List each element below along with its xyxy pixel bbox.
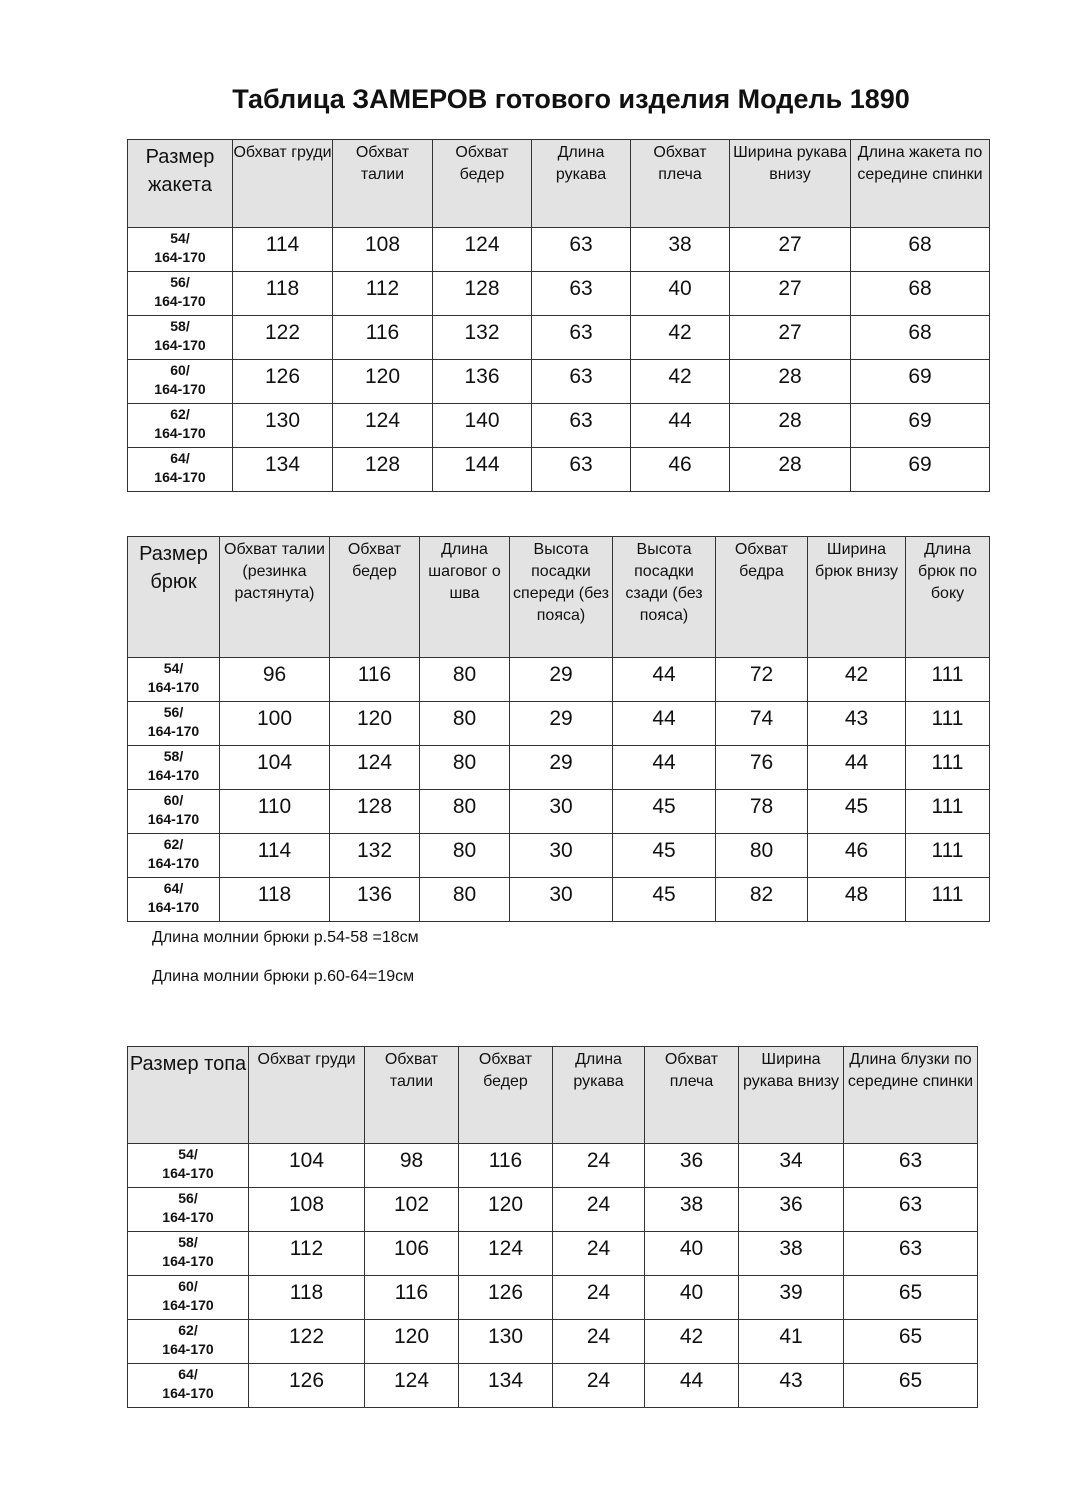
column-header: Обхват талии [333, 140, 433, 228]
value-cell: 144 [433, 448, 532, 492]
value-cell: 24 [553, 1144, 645, 1188]
column-header: Обхват груди [233, 140, 333, 228]
column-header: Обхват талии [365, 1047, 459, 1144]
value-cell: 112 [249, 1232, 365, 1276]
value-cell: 111 [906, 790, 990, 834]
value-cell: 78 [716, 790, 808, 834]
value-cell: 124 [433, 228, 532, 272]
table-row [128, 1188, 978, 1232]
value-cell: 122 [249, 1320, 365, 1364]
column-header: Размер брюк [128, 537, 220, 658]
size-label: 62/ [170, 406, 190, 422]
size-label: 164-170 [147, 767, 200, 783]
value-cell: 42 [631, 316, 730, 360]
value-cell: 108 [249, 1188, 365, 1232]
value-cell: 63 [532, 228, 631, 272]
value-cell: 27 [730, 272, 851, 316]
value-cell: 132 [433, 316, 532, 360]
value-cell: 45 [808, 790, 906, 834]
size-cell [128, 790, 220, 834]
value-cell: 130 [233, 404, 333, 448]
size-label: 62/ [178, 1322, 198, 1338]
jacket-measurements-table [127, 139, 990, 492]
value-cell: 24 [553, 1320, 645, 1364]
column-header: Длина шаговог о шва [420, 537, 510, 658]
column-header: Размер топа [128, 1047, 249, 1144]
value-cell: 80 [420, 834, 510, 878]
page-title: Таблица ЗАМЕРОВ готового изделия Модель 1890 [232, 84, 910, 114]
size-cell [128, 1188, 249, 1232]
value-cell: 29 [510, 746, 613, 790]
table-row [128, 404, 990, 448]
value-cell: 44 [613, 702, 716, 746]
value-cell: 48 [808, 878, 906, 922]
value-cell: 45 [613, 878, 716, 922]
value-cell: 120 [330, 702, 420, 746]
size-cell [128, 658, 220, 702]
value-cell: 45 [613, 790, 716, 834]
header-row [128, 140, 990, 228]
value-cell: 126 [249, 1364, 365, 1408]
value-cell: 68 [851, 228, 990, 272]
value-cell: 98 [365, 1144, 459, 1188]
table-row [128, 1320, 978, 1364]
size-label: 164-170 [147, 899, 200, 915]
column-header: Длина рукава [553, 1047, 645, 1144]
value-cell: 100 [220, 702, 330, 746]
value-cell: 63 [532, 272, 631, 316]
column-header: Ширина брюк внизу [808, 537, 906, 658]
size-label: 58/ [170, 318, 190, 334]
value-cell: 124 [459, 1232, 553, 1276]
size-cell [128, 1320, 249, 1364]
value-cell: 104 [249, 1144, 365, 1188]
size-label: 164-170 [162, 1341, 214, 1357]
value-cell: 116 [459, 1144, 553, 1188]
value-cell: 63 [844, 1144, 978, 1188]
size-label: 164-170 [147, 723, 200, 739]
value-cell: 63 [532, 316, 631, 360]
value-cell: 114 [220, 834, 330, 878]
zipper-note-1: Длина молнии брюки р.54-58 =18см [152, 929, 419, 946]
size-cell [128, 272, 233, 316]
top-measurements-table [127, 1046, 978, 1408]
value-cell: 65 [844, 1276, 978, 1320]
value-cell: 44 [631, 404, 730, 448]
size-label: 62/ [163, 836, 184, 852]
size-label: 164-170 [147, 811, 200, 827]
value-cell: 34 [739, 1144, 844, 1188]
table-row [128, 746, 990, 790]
size-label: 60/ [163, 792, 184, 808]
value-cell: 128 [330, 790, 420, 834]
size-label: 54/ [178, 1146, 198, 1162]
column-header: Высота посадки спереди (без пояса) [510, 537, 613, 658]
value-cell: 126 [459, 1276, 553, 1320]
size-label: 164-170 [154, 293, 206, 309]
value-cell: 41 [739, 1320, 844, 1364]
table-row [128, 360, 990, 404]
value-cell: 43 [739, 1364, 844, 1408]
size-cell [128, 1276, 249, 1320]
size-cell [128, 702, 220, 746]
value-cell: 44 [613, 658, 716, 702]
size-label: 164-170 [147, 679, 200, 695]
value-cell: 24 [553, 1188, 645, 1232]
column-header: Обхват бедер [433, 140, 532, 228]
value-cell: 111 [906, 834, 990, 878]
value-cell: 134 [233, 448, 333, 492]
value-cell: 126 [233, 360, 333, 404]
value-cell: 39 [739, 1276, 844, 1320]
value-cell: 27 [730, 316, 851, 360]
table-row [128, 1276, 978, 1320]
value-cell: 69 [851, 360, 990, 404]
value-cell: 46 [631, 448, 730, 492]
value-cell: 104 [220, 746, 330, 790]
column-header: Обхват бедер [330, 537, 420, 658]
column-header: Длина жакета по середине спинки [851, 140, 990, 228]
value-cell: 134 [459, 1364, 553, 1408]
value-cell: 82 [716, 878, 808, 922]
value-cell: 128 [433, 272, 532, 316]
value-cell: 136 [433, 360, 532, 404]
value-cell: 116 [365, 1276, 459, 1320]
value-cell: 42 [645, 1320, 739, 1364]
value-cell: 118 [249, 1276, 365, 1320]
value-cell: 116 [330, 658, 420, 702]
value-cell: 80 [716, 834, 808, 878]
column-header: Ширина рукава внизу [739, 1047, 844, 1144]
value-cell: 38 [739, 1232, 844, 1276]
value-cell: 111 [906, 746, 990, 790]
table-row [128, 702, 990, 746]
size-label: 64/ [163, 880, 184, 896]
value-cell: 45 [613, 834, 716, 878]
size-label: 164-170 [162, 1209, 214, 1225]
value-cell: 65 [844, 1320, 978, 1364]
value-cell: 63 [532, 404, 631, 448]
value-cell: 29 [510, 702, 613, 746]
size-cell [128, 878, 220, 922]
value-cell: 80 [420, 790, 510, 834]
value-cell: 27 [730, 228, 851, 272]
value-cell: 65 [844, 1364, 978, 1408]
value-cell: 69 [851, 404, 990, 448]
value-cell: 28 [730, 360, 851, 404]
value-cell: 110 [220, 790, 330, 834]
value-cell: 111 [906, 878, 990, 922]
value-cell: 46 [808, 834, 906, 878]
size-cell [128, 834, 220, 878]
size-label: 164-170 [154, 425, 206, 441]
size-cell [128, 228, 233, 272]
size-cell [128, 360, 233, 404]
column-header: Обхват плеча [645, 1047, 739, 1144]
value-cell: 128 [333, 448, 433, 492]
value-cell: 36 [645, 1144, 739, 1188]
size-label: 58/ [163, 748, 184, 764]
value-cell: 30 [510, 834, 613, 878]
column-header: Обхват груди [249, 1047, 365, 1144]
value-cell: 124 [365, 1364, 459, 1408]
value-cell: 68 [851, 272, 990, 316]
table-row [128, 834, 990, 878]
size-label: 64/ [178, 1366, 198, 1382]
value-cell: 29 [510, 658, 613, 702]
value-cell: 118 [220, 878, 330, 922]
value-cell: 80 [420, 878, 510, 922]
column-header: Длина блузки по середине спинки [844, 1047, 978, 1144]
value-cell: 44 [645, 1364, 739, 1408]
value-cell: 112 [333, 272, 433, 316]
value-cell: 44 [613, 746, 716, 790]
column-header: Длина брюк по боку [906, 537, 990, 658]
size-label: 64/ [170, 450, 190, 466]
value-cell: 132 [330, 834, 420, 878]
header-row [128, 537, 990, 658]
value-cell: 108 [333, 228, 433, 272]
value-cell: 106 [365, 1232, 459, 1276]
table-row [128, 1144, 978, 1188]
value-cell: 114 [233, 228, 333, 272]
value-cell: 111 [906, 658, 990, 702]
value-cell: 102 [365, 1188, 459, 1232]
size-label: 164-170 [162, 1165, 214, 1181]
size-label: 56/ [163, 704, 184, 720]
value-cell: 80 [420, 658, 510, 702]
size-cell [128, 316, 233, 360]
value-cell: 120 [333, 360, 433, 404]
size-cell [128, 404, 233, 448]
size-label: 164-170 [162, 1385, 214, 1401]
column-header: Высота посадки сзади (без пояса) [613, 537, 716, 658]
value-cell: 118 [233, 272, 333, 316]
value-cell: 116 [333, 316, 433, 360]
value-cell: 30 [510, 790, 613, 834]
size-label: 164-170 [147, 855, 200, 871]
size-label: 54/ [163, 660, 184, 676]
column-header: Ширина рукава внизу [730, 140, 851, 228]
table-row [128, 1232, 978, 1276]
value-cell: 24 [553, 1364, 645, 1408]
size-label: 60/ [170, 362, 190, 378]
table-row [128, 878, 990, 922]
value-cell: 69 [851, 448, 990, 492]
value-cell: 63 [844, 1232, 978, 1276]
value-cell: 124 [330, 746, 420, 790]
value-cell: 40 [645, 1276, 739, 1320]
value-cell: 40 [645, 1232, 739, 1276]
value-cell: 36 [739, 1188, 844, 1232]
column-header: Длина рукава [532, 140, 631, 228]
value-cell: 111 [906, 702, 990, 746]
value-cell: 124 [333, 404, 433, 448]
value-cell: 63 [844, 1188, 978, 1232]
column-header: Обхват бедра [716, 537, 808, 658]
value-cell: 96 [220, 658, 330, 702]
column-header: Обхват плеча [631, 140, 730, 228]
value-cell: 122 [233, 316, 333, 360]
size-cell [128, 746, 220, 790]
value-cell: 140 [433, 404, 532, 448]
size-label: 60/ [178, 1278, 198, 1294]
size-label: 164-170 [154, 381, 206, 397]
table-row [128, 1364, 978, 1408]
table-row [128, 272, 990, 316]
value-cell: 43 [808, 702, 906, 746]
value-cell: 40 [631, 272, 730, 316]
value-cell: 76 [716, 746, 808, 790]
value-cell: 136 [330, 878, 420, 922]
table-row [128, 228, 990, 272]
value-cell: 42 [631, 360, 730, 404]
value-cell: 30 [510, 878, 613, 922]
size-label: 164-170 [162, 1253, 214, 1269]
value-cell: 80 [420, 702, 510, 746]
value-cell: 68 [851, 316, 990, 360]
size-label: 56/ [178, 1190, 198, 1206]
column-header: Размер жакета [128, 140, 233, 228]
column-header: Обхват талии (резинка растянута) [220, 537, 330, 658]
size-label: 164-170 [162, 1297, 214, 1313]
value-cell: 130 [459, 1320, 553, 1364]
size-cell [128, 1232, 249, 1276]
header-row [128, 1047, 978, 1144]
value-cell: 38 [645, 1188, 739, 1232]
size-label: 164-170 [154, 249, 206, 265]
size-cell [128, 1364, 249, 1408]
value-cell: 42 [808, 658, 906, 702]
value-cell: 120 [365, 1320, 459, 1364]
size-label: 164-170 [154, 337, 206, 353]
value-cell: 63 [532, 360, 631, 404]
value-cell: 28 [730, 448, 851, 492]
size-cell [128, 1144, 249, 1188]
value-cell: 38 [631, 228, 730, 272]
size-cell [128, 448, 233, 492]
trousers-measurements-table [127, 536, 990, 922]
value-cell: 80 [420, 746, 510, 790]
table-row [128, 790, 990, 834]
value-cell: 74 [716, 702, 808, 746]
value-cell: 24 [553, 1232, 645, 1276]
value-cell: 120 [459, 1188, 553, 1232]
table-row [128, 658, 990, 702]
size-label: 54/ [170, 230, 190, 246]
size-label: 164-170 [154, 469, 206, 485]
value-cell: 44 [808, 746, 906, 790]
value-cell: 72 [716, 658, 808, 702]
value-cell: 24 [553, 1276, 645, 1320]
zipper-note-2: Длина молнии брюки р.60-64=19см [152, 968, 415, 985]
size-label: 58/ [178, 1234, 198, 1250]
column-header: Обхват бедер [459, 1047, 553, 1144]
table-row [128, 316, 990, 360]
table-row [128, 448, 990, 492]
value-cell: 28 [730, 404, 851, 448]
value-cell: 63 [532, 448, 631, 492]
size-label: 56/ [170, 274, 190, 290]
